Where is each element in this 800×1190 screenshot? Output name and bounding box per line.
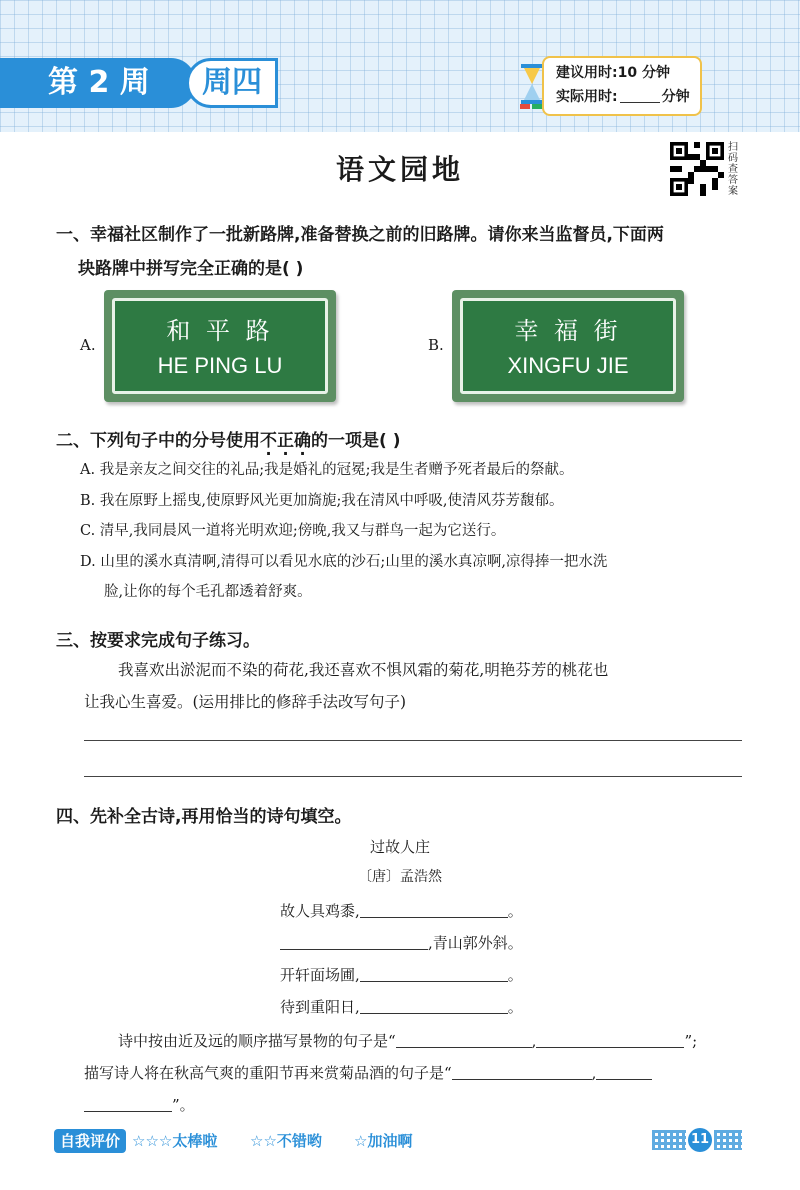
q2-option-d-line1: D. 山里的溪水真清啊,清得可以看见水底的沙石;山里的溪水真凉啊,凉得捧一把水洗 (80, 554, 608, 570)
fill-blank[interactable] (452, 1079, 592, 1080)
footer-pattern (714, 1130, 742, 1150)
q3-sentence-line1: 我喜欢出淤泥而不染的荷花,我还喜欢不惧风霜的菊花,明艳芬芳的桃花也 (118, 661, 609, 679)
q4-heading: 四、先补全古诗,再用恰当的诗句填空。 (56, 807, 352, 827)
q2-option-a: A. 我是亲友之间交往的礼品;我是婚礼的冠冕;我是生者赠予死者最后的祭献。 (80, 462, 574, 478)
fill-blank[interactable] (84, 1111, 172, 1112)
star-icon: ☆ (354, 1132, 368, 1150)
q3-sentence-line2: 让我心生喜爱。(运用排比的修辞手法改写句子) (84, 693, 407, 711)
qr-code-icon[interactable] (670, 142, 724, 196)
page-number: 11 (688, 1128, 712, 1152)
fill-blank[interactable] (596, 1079, 652, 1080)
self-eval-badge: 自我评价 (54, 1129, 126, 1153)
q2-option-d-line2: 脸,让你的每个毛孔都透着舒爽。 (104, 584, 312, 600)
poem-blank[interactable] (360, 1013, 508, 1014)
poem-blank[interactable] (280, 949, 428, 950)
option-a-label: A. (80, 336, 96, 354)
suggested-time: 建议用时:10 分钟 (556, 65, 670, 81)
footer-pattern (652, 1130, 686, 1150)
eval-option-2[interactable]: ☆☆不错哟 (250, 1132, 322, 1150)
poem-line-3: 开轩面场圃, 。 (280, 966, 523, 984)
week-badge: 第 2 周 (0, 58, 196, 108)
sign-b-chinese: 幸 福 街 (514, 317, 622, 345)
sign-a (104, 290, 336, 402)
day-badge: 周四 (186, 58, 278, 108)
sign-b-face (460, 298, 676, 394)
star-icon: ☆☆ (250, 1132, 277, 1150)
eval-option-3[interactable]: ☆加油啊 (354, 1132, 413, 1150)
poem-line-2: ,青山郭外斜。 (280, 932, 523, 953)
poem-blank[interactable] (360, 981, 508, 982)
q2-option-c: C. 清早,我同晨风一道将光明欢迎;傍晚,我又与群鸟一起为它送行。 (80, 523, 506, 539)
emphasis-char: 正 (277, 431, 294, 451)
emphasis-char: 确 (294, 431, 311, 451)
actual-time: 实际用时: 分钟 (556, 89, 690, 105)
poem-title: 过故人庄 (369, 838, 430, 856)
option-b-label: B. (428, 336, 444, 354)
actual-time-blank[interactable] (620, 102, 660, 103)
fill-blank[interactable] (396, 1047, 532, 1048)
poem-author: 〔唐〕孟浩然 (358, 869, 442, 885)
sign-a-face (112, 298, 328, 394)
q2-option-b: B. 我在原野上摇曳,使原野风光更加旖旎;我在清风中呼吸,使清风芬芳馥郁。 (80, 493, 564, 509)
sign-b (452, 290, 684, 402)
q2-heading: 二、下列句子中的分号使用不正确的一项是( ) (56, 431, 401, 451)
time-box (542, 56, 702, 116)
q4-fill-sentence-1: 诗中按由近及远的顺序描写景物的句子是“ , ”; (118, 1032, 698, 1050)
eval-option-1[interactable]: ☆☆☆太棒啦 (132, 1132, 218, 1150)
emphasis-char: 不 (260, 431, 277, 451)
sign-a-pinyin: HE PING LU (157, 353, 283, 378)
q1-line2: 块路牌中拼写完全正确的是( ) (78, 259, 304, 279)
sign-a-chinese: 和 平 路 (166, 317, 274, 345)
answer-line[interactable] (84, 740, 742, 741)
poem-line-1: 故人具鸡黍, 。 (280, 902, 523, 920)
q4-fill-sentence-3: ”。 (84, 1094, 195, 1115)
sign-b-pinyin: XINGFU JIE (507, 353, 629, 378)
poem-line-4: 待到重阳日, 。 (280, 998, 523, 1016)
page-title: 语文园地 (335, 153, 464, 186)
fill-blank[interactable] (536, 1047, 684, 1048)
star-icon: ☆☆☆ (132, 1132, 173, 1150)
qr-label: 扫码查答案 (728, 142, 738, 197)
answer-line[interactable] (84, 776, 742, 777)
q1-line1: 一、幸福社区制作了一批新路牌,准备替换之前的旧路牌。请你来当监督员,下面两 (56, 225, 664, 245)
q3-heading: 三、按要求完成句子练习。 (56, 631, 260, 651)
q4-fill-sentence-2: 描写诗人将在秋高气爽的重阳节再来赏菊品酒的句子是“ , (84, 1062, 652, 1083)
poem-blank[interactable] (360, 917, 508, 918)
